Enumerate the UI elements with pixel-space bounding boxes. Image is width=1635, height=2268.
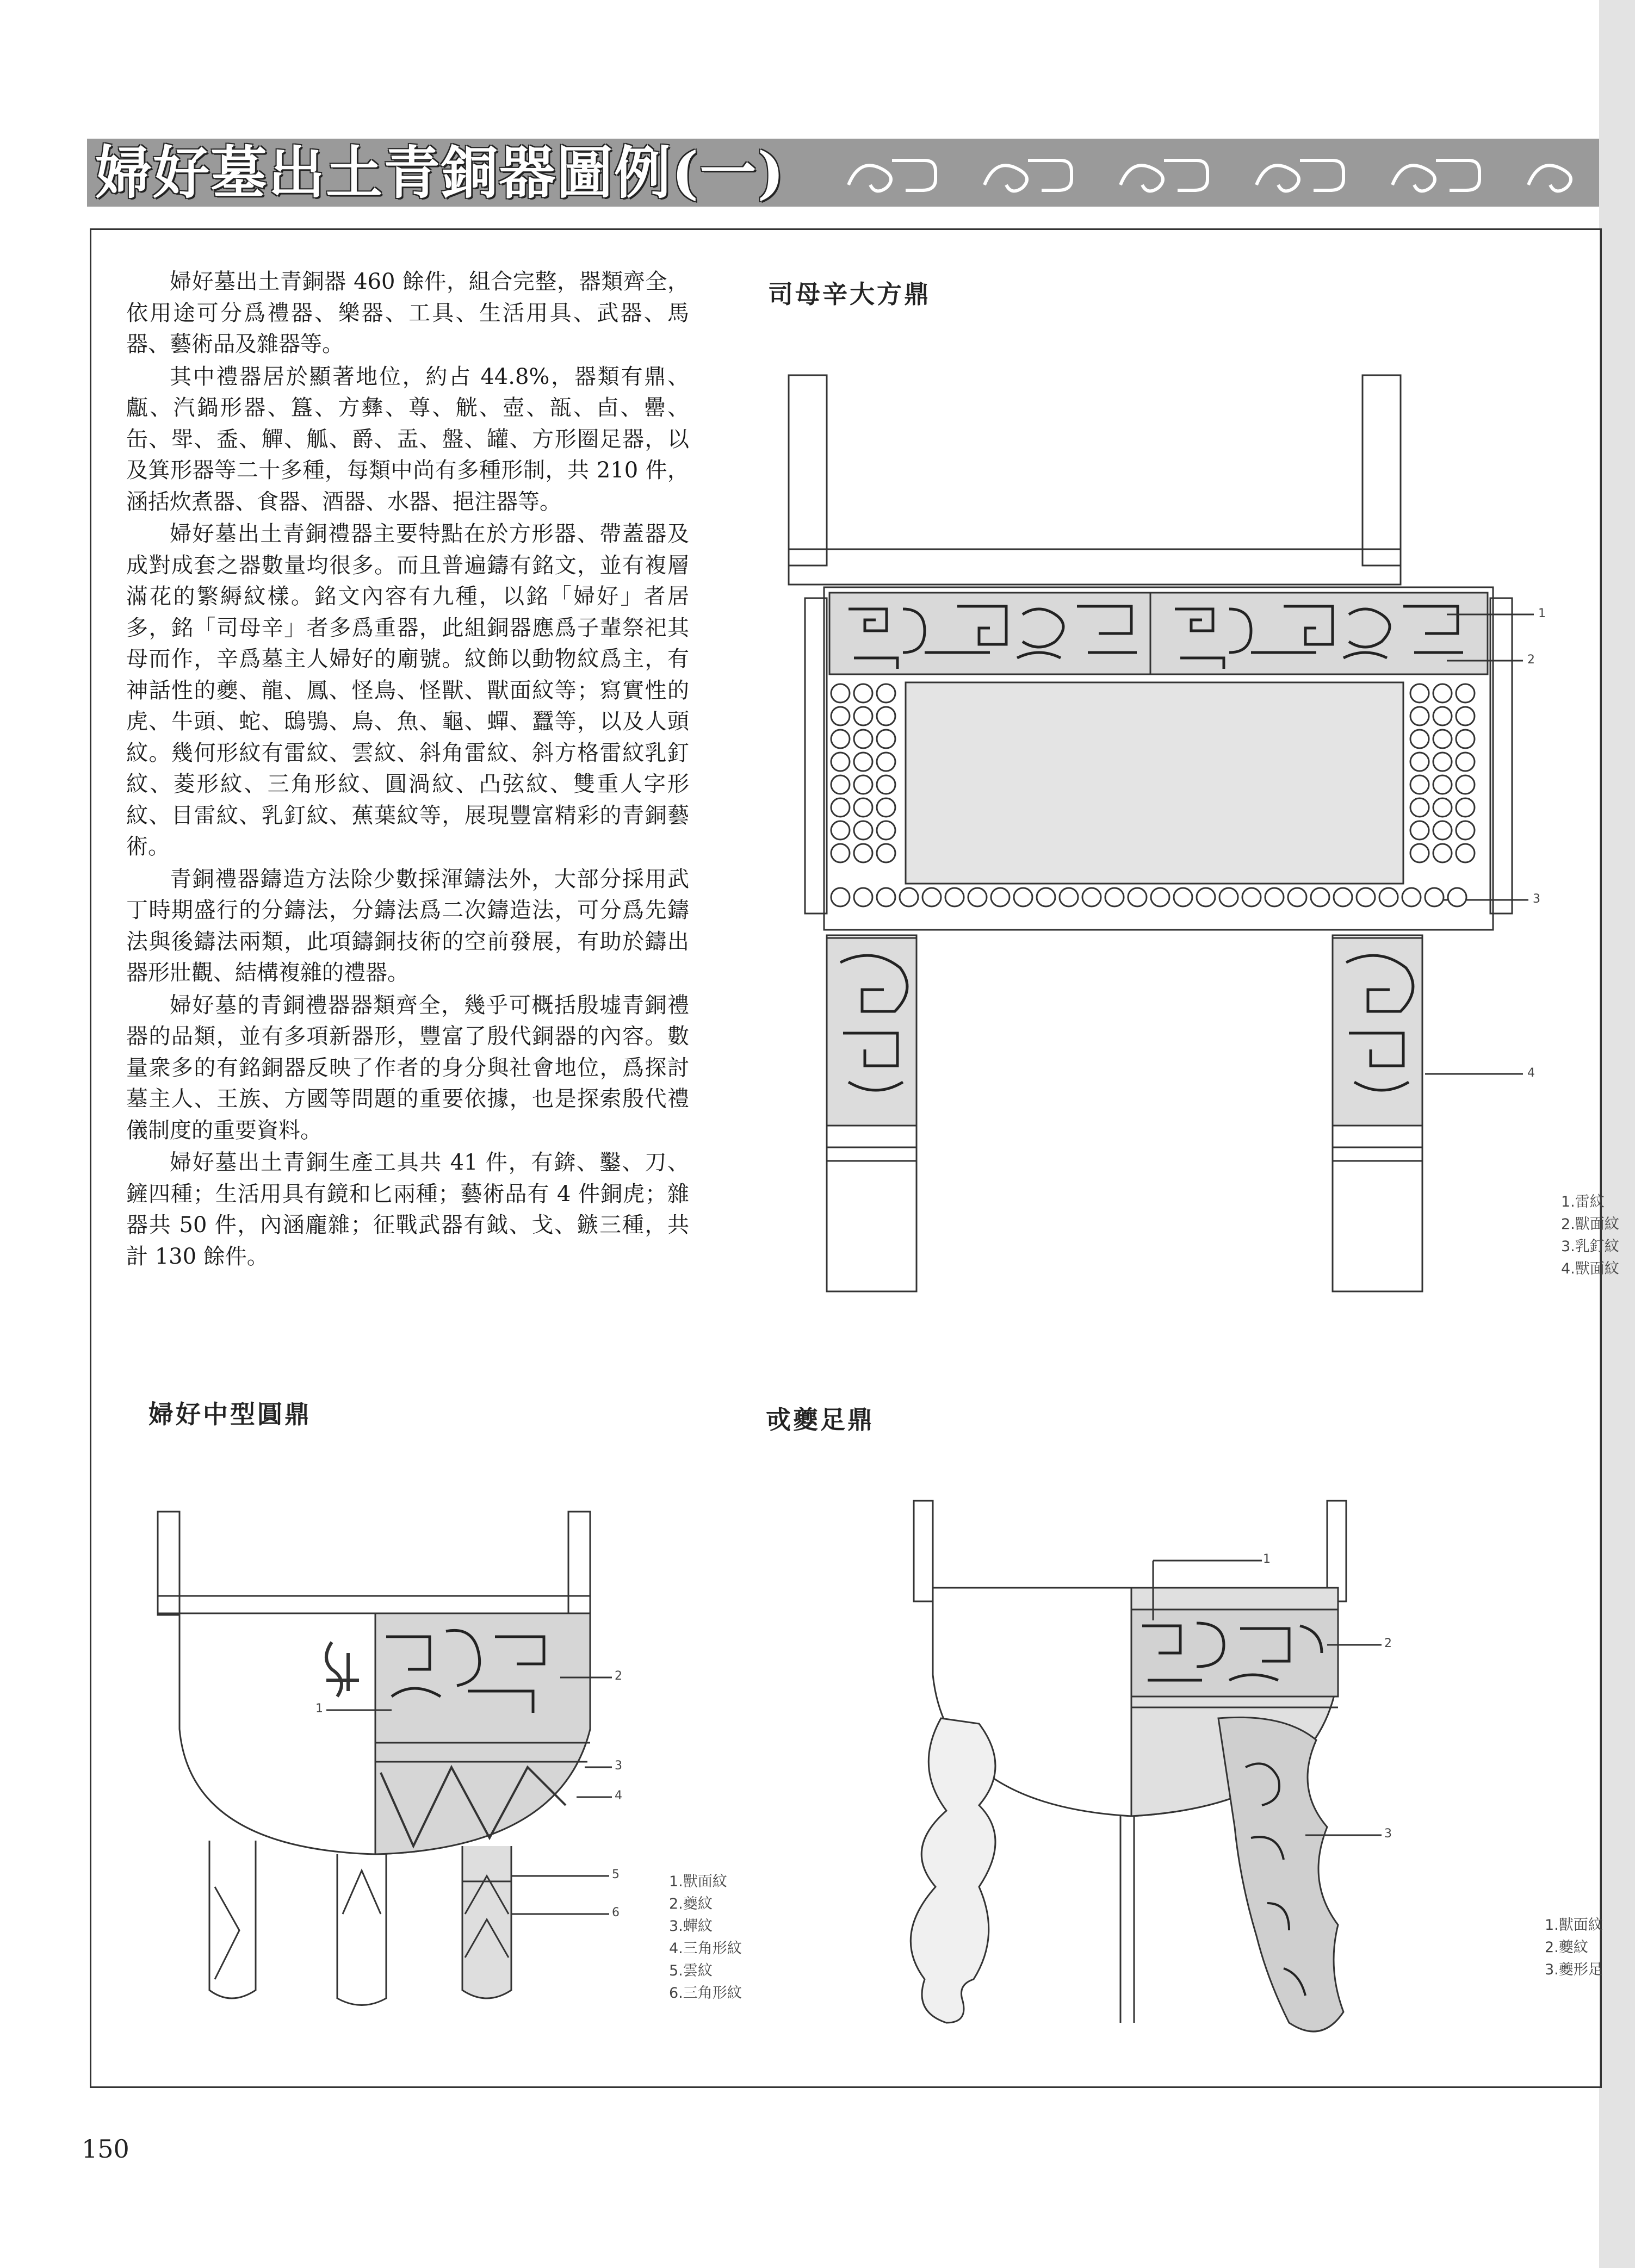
callout-number: 3	[1533, 892, 1540, 906]
callout-number: 1	[1263, 1552, 1271, 1566]
legend-item: 1.獸面紋	[669, 1873, 727, 1890]
kui-ding-handle-left	[914, 1501, 933, 1601]
callout-number: 4	[1527, 1066, 1535, 1080]
legend-item: 6.三角形紋	[669, 1985, 742, 2002]
legend-item: 2.獸面紋	[1561, 1216, 1619, 1233]
paragraph: 婦好墓出土青銅器 460 餘件，組合完整，器類齊全，依用途可分爲禮器、樂器、工具、生活用具、武器、馬器、藝術品及雜器等。	[126, 269, 689, 357]
paragraph: 婦好墓出土青銅禮器主要特點在於方形器、帶蓋器及成對成套之器數量均很多。而且普遍鑄有銘文，並有複層滿花的繁縟紋樣。銘文內容有九種，以銘「婦好」者居多，銘「司母辛」者多爲重器，此組銅器應爲子輩祭祀其母而作，辛爲墓主人婦好的廟號。紋飾以動物紋爲主，有神話性的夔、龍、鳳、怪鳥、怪獸、獸面紋等；寫實性的虎、牛頭、蛇、鴟鴞、鳥、魚、龜、蟬、蠶等，以及人頭紋。幾何形紋有雷紋、雲紋、斜角雷紋、斜方格雷紋乳釘紋、菱形紋、三角形紋、圓渦紋、凸弦紋、雙重人字形紋、目雷紋、乳釘紋、蕉葉紋等，展現豐富精彩的青銅藝術。	[126, 521, 689, 859]
callout-number: 3	[1384, 1827, 1392, 1841]
legend-item: 2.夔紋	[669, 1896, 713, 1912]
callout-number: 3	[615, 1759, 622, 1773]
legend-item: 3.乳釘紋	[1561, 1238, 1619, 1255]
callout-number: 6	[612, 1906, 620, 1919]
callout-number: 2	[1527, 653, 1535, 667]
callout-number: 1	[315, 1702, 323, 1716]
callout-number: 2	[615, 1669, 622, 1683]
paragraph: 其中禮器居於顯著地位，約占 44.8%，器類有鼎、甗、汽鍋形器、簋、方彝、尊、觥、壺、瓿、卣、罍、缶、斝、盉、觶、觚、爵、盂、盤、罐、方形圈足器，以及箕形器等二十多種，每類中尚有多種形制，共 210 件，涵括炊煮器、食器、酒器、水器、挹注器等。	[126, 364, 689, 514]
kui-ding-handle-right	[1327, 1501, 1346, 1601]
figure-title-kui-foot-ding: 戓夔足鼎	[766, 1405, 875, 1434]
paragraph: 青銅禮器鑄造方法除少數採渾鑄法外，大部分採用武丁時期盛行的分鑄法，分鑄法爲二次鑄造法，可分爲先鑄法與後鑄法兩類，此項鑄銅技術的空前發展，有助於鑄出器形壯觀、結構複雜的禮器。	[126, 866, 689, 985]
callout-number: 4	[615, 1789, 622, 1803]
legend-item: 4.獸面紋	[1561, 1260, 1619, 1277]
paragraph: 婦好墓出土青銅生產工具共 41 件，有錛、鑿、刀、鏟四種；生活用具有鏡和匕兩種；藝術品有 4 件銅虎；雜器共 50 件，內涵龐雜；征戰武器有鉞、戈、鏃三種，共計 130 餘件。	[126, 1150, 689, 1269]
figure-title-simuxin-ding: 司母辛大方鼎	[768, 279, 931, 309]
legend-item: 5.雲紋	[669, 1962, 713, 1979]
callout-number: 1	[1538, 607, 1546, 620]
kui-leg-left	[911, 1718, 995, 2023]
legend-item: 2.夔紋	[1545, 1939, 1588, 1956]
callout-number: 5	[612, 1868, 620, 1881]
legend-item: 1.獸面紋	[1545, 1917, 1603, 1934]
callout-number: 2	[1384, 1637, 1392, 1650]
legend-item: 1.雷紋	[1561, 1194, 1605, 1210]
figure-title-fuhao-round-ding: 婦好中型圓鼎	[148, 1400, 312, 1429]
legend-fig3	[1545, 1914, 1603, 1981]
kui-leg-right	[1218, 1717, 1343, 2031]
legend-item: 4.三角形紋	[669, 1940, 742, 1957]
legend-item: 3.蟬紋	[669, 1918, 713, 1935]
page-number: 150	[82, 2134, 129, 2164]
page-title: 婦好墓出土青銅器圖例(一)	[95, 139, 785, 206]
legend-item: 3.夔形足	[1545, 1961, 1603, 1978]
paragraph: 婦好墓的青銅禮器器類齊全，幾乎可概括殷墟青銅禮器的品類，並有多項新器形，豐富了殷代銅器的內容。數量衆多的有銘銅器反映了作者的身分與社會地位，爲探討墓主人、王族、方國等問題的重要依據，也是探索殷代禮儀制度的重要資料。	[126, 992, 689, 1143]
